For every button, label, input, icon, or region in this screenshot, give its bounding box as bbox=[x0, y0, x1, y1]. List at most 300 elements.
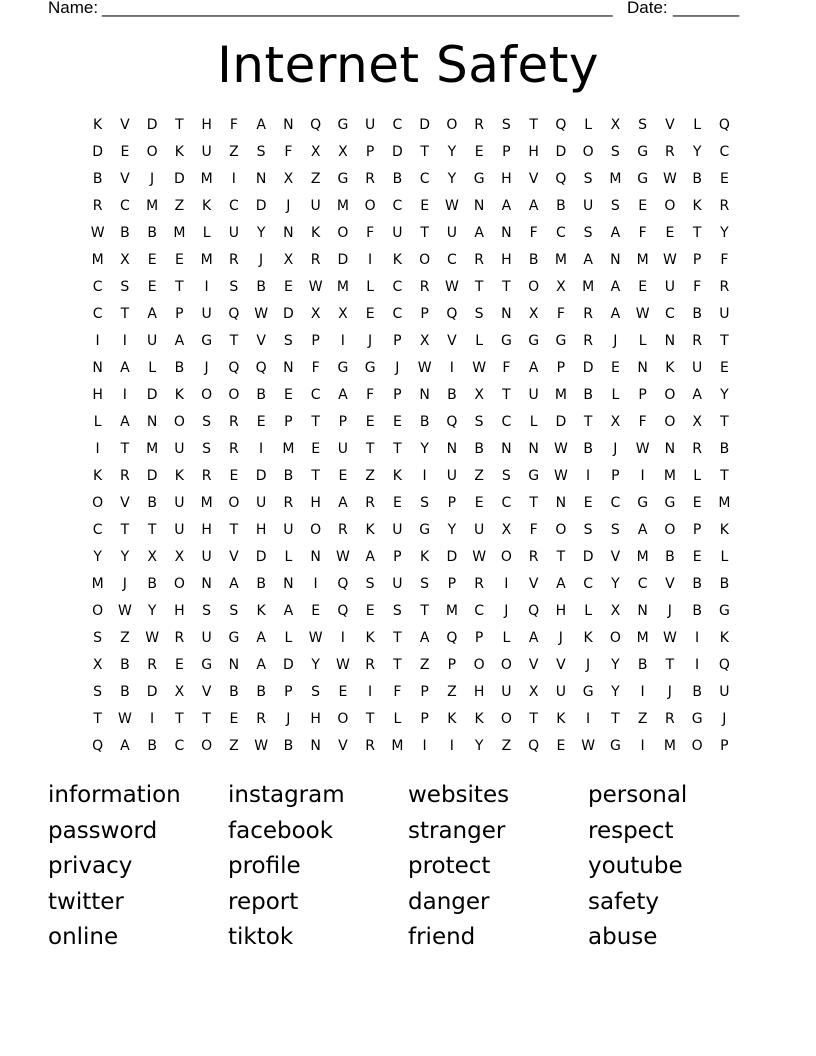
grid-letter: T bbox=[420, 602, 429, 619]
grid-letter: W bbox=[145, 629, 160, 646]
grid-letter: Y bbox=[420, 440, 429, 457]
grid-row bbox=[84, 246, 738, 273]
grid-letter: B bbox=[283, 737, 294, 754]
grid-letter: I bbox=[504, 575, 509, 592]
grid-letter: E bbox=[147, 278, 157, 295]
grid-letter: K bbox=[365, 629, 375, 646]
grid-letter: M bbox=[200, 170, 213, 187]
grid-letter: M bbox=[282, 440, 295, 457]
grid-letter: N bbox=[610, 251, 621, 268]
grid-letter: B bbox=[692, 575, 702, 592]
grid-letter: Z bbox=[501, 737, 512, 754]
word-bank-item: profile bbox=[228, 853, 301, 880]
grid-letter: L bbox=[202, 224, 211, 241]
grid-letter: L bbox=[693, 116, 702, 133]
grid-letter: T bbox=[93, 710, 102, 727]
grid-letter: D bbox=[419, 116, 431, 133]
grid-letter: K bbox=[256, 602, 266, 619]
grid-letter: W bbox=[472, 359, 487, 376]
grid-letter: P bbox=[447, 494, 457, 511]
grid-letter: U bbox=[283, 521, 294, 538]
grid-letter: P bbox=[692, 521, 702, 538]
grid-letter: B bbox=[147, 494, 157, 511]
grid-letter: O bbox=[201, 386, 213, 403]
grid-letter: G bbox=[337, 359, 349, 376]
grid-letter: B bbox=[120, 224, 130, 241]
grid-letter: J bbox=[613, 332, 618, 349]
grid-letter: W bbox=[254, 737, 269, 754]
grid-letter: C bbox=[474, 602, 485, 619]
grid-letter: W bbox=[662, 170, 677, 187]
grid-letter: L bbox=[284, 548, 293, 565]
word-bank-item: privacy bbox=[48, 853, 133, 880]
grid-letter: T bbox=[147, 521, 157, 538]
grid-letter: E bbox=[283, 278, 293, 295]
grid-letter: O bbox=[582, 143, 594, 160]
grid-letter: R bbox=[528, 548, 539, 565]
grid-letter: N bbox=[310, 737, 321, 754]
grid-letter: N bbox=[92, 359, 103, 376]
grid-letter: R bbox=[201, 467, 212, 484]
grid-letter: X bbox=[310, 143, 321, 160]
grid-letter: A bbox=[474, 224, 484, 241]
grid-letter: U bbox=[174, 494, 185, 511]
grid-letter: R bbox=[474, 251, 484, 268]
grid-letter: O bbox=[364, 197, 376, 214]
grid-letter: O bbox=[201, 737, 213, 754]
grid-letter: M bbox=[554, 386, 567, 403]
grid-letter: A bbox=[610, 224, 621, 241]
grid-letter: C bbox=[92, 521, 103, 538]
grid-letter: X bbox=[174, 548, 185, 565]
grid-letter: D bbox=[391, 143, 403, 160]
grid-letter: F bbox=[720, 251, 729, 268]
grid-letter: K bbox=[174, 143, 184, 160]
grid-letter: B bbox=[719, 575, 730, 592]
grid-letter: T bbox=[365, 710, 375, 727]
grid-letter: B bbox=[120, 683, 130, 700]
grid-letter: O bbox=[173, 575, 185, 592]
grid-letter: S bbox=[202, 602, 212, 619]
grid-letter: E bbox=[556, 737, 566, 754]
grid-letter: B bbox=[120, 656, 130, 673]
word-bank-item: friend bbox=[408, 924, 476, 951]
grid-letter: C bbox=[392, 305, 403, 322]
grid-letter: K bbox=[365, 521, 375, 538]
grid-letter: P bbox=[175, 305, 184, 322]
grid-letter: Z bbox=[229, 737, 239, 754]
page-title: Internet Safety bbox=[217, 36, 599, 94]
grid-row bbox=[84, 462, 738, 489]
grid-letter: R bbox=[692, 332, 702, 349]
grid-letter: K bbox=[174, 386, 184, 403]
grid-letter: T bbox=[502, 278, 511, 295]
grid-letter: Q bbox=[718, 116, 730, 133]
grid-letter: D bbox=[282, 305, 294, 322]
grid-letter: A bbox=[419, 629, 430, 646]
grid-letter: X bbox=[501, 521, 512, 538]
grid-letter: D bbox=[582, 359, 594, 376]
grid-letter: I bbox=[586, 467, 591, 484]
grid-letter: O bbox=[92, 602, 104, 619]
grid-letter: P bbox=[420, 683, 429, 700]
grid-row bbox=[84, 597, 738, 624]
grid-letter: Q bbox=[718, 656, 730, 673]
grid-letter: C bbox=[664, 305, 675, 322]
grid-letter: R bbox=[583, 305, 593, 322]
grid-letter: A bbox=[147, 305, 157, 322]
date-label: Date: bbox=[627, 0, 668, 17]
grid-row bbox=[84, 165, 738, 192]
word-bank-item: online bbox=[48, 924, 119, 951]
grid-row bbox=[84, 138, 738, 165]
grid-letter: G bbox=[582, 683, 594, 700]
word-bank bbox=[48, 778, 768, 956]
grid-letter: Q bbox=[255, 359, 267, 376]
grid-letter: A bbox=[283, 602, 294, 619]
grid-letter: U bbox=[719, 305, 730, 322]
grid-letter: Q bbox=[555, 116, 567, 133]
grid-letter: R bbox=[338, 521, 348, 538]
grid-letter: T bbox=[720, 332, 729, 349]
grid-letter: B bbox=[256, 575, 266, 592]
grid-letter: R bbox=[583, 332, 593, 349]
grid-letter: R bbox=[310, 251, 321, 268]
grid-letter: G bbox=[691, 710, 703, 727]
grid-letter: N bbox=[283, 116, 294, 133]
grid-letter: E bbox=[229, 710, 239, 727]
grid-letter: B bbox=[583, 440, 593, 457]
grid-letter: C bbox=[392, 278, 403, 295]
grid-letter: Y bbox=[256, 224, 266, 241]
grid-letter: L bbox=[611, 386, 620, 403]
grid-letter: V bbox=[610, 548, 621, 565]
grid-letter: Y bbox=[611, 575, 620, 592]
grid-letter: W bbox=[254, 305, 269, 322]
grid-letter: P bbox=[720, 737, 729, 754]
grid-letter: E bbox=[338, 683, 348, 700]
grid-letter: J bbox=[150, 170, 155, 187]
grid-letter: X bbox=[419, 332, 430, 349]
grid-letter: D bbox=[146, 116, 158, 133]
grid-letter: N bbox=[255, 170, 267, 187]
grid-letter: G bbox=[201, 332, 213, 349]
grid-letter: F bbox=[529, 224, 538, 241]
grid-letter: N bbox=[419, 386, 430, 403]
grid-letter: E bbox=[365, 413, 375, 430]
grid-letter: U bbox=[256, 494, 267, 511]
grid-letter: T bbox=[175, 710, 184, 727]
grid-letter: P bbox=[447, 575, 457, 592]
grid-letter: O bbox=[92, 494, 104, 511]
grid-letter: O bbox=[500, 548, 512, 565]
grid-letter: C bbox=[310, 386, 321, 403]
grid-letter: M bbox=[391, 737, 404, 754]
grid-letter: I bbox=[640, 467, 645, 484]
grid-letter: H bbox=[201, 521, 212, 538]
grid-letter: I bbox=[204, 278, 209, 295]
grid-letter: I bbox=[95, 332, 100, 349]
grid-letter: T bbox=[229, 332, 239, 349]
grid-letter: C bbox=[392, 116, 403, 133]
word-bank-item: safety bbox=[588, 888, 659, 915]
grid-letter: A bbox=[528, 359, 539, 376]
grid-letter: P bbox=[393, 386, 402, 403]
grid-letter: P bbox=[611, 467, 620, 484]
grid-letter: B bbox=[92, 170, 103, 187]
grid-letter: U bbox=[310, 197, 321, 214]
grid-letter: M bbox=[636, 629, 649, 646]
grid-letter: U bbox=[365, 116, 376, 133]
grid-letter: Z bbox=[120, 629, 130, 646]
grid-letter: X bbox=[338, 143, 348, 160]
grid-letter: Y bbox=[447, 521, 457, 538]
grid-letter: M bbox=[336, 278, 349, 295]
grid-letter: L bbox=[584, 602, 593, 619]
grid-letter: N bbox=[283, 575, 294, 592]
grid-letter: U bbox=[692, 359, 703, 376]
grid-letter: N bbox=[310, 548, 321, 565]
grid-letter: B bbox=[692, 305, 702, 322]
grid-letter: E bbox=[692, 548, 702, 565]
grid-letter: K bbox=[311, 224, 321, 241]
grid-letter: U bbox=[174, 521, 185, 538]
grid-letter: Q bbox=[228, 359, 240, 376]
grid-letter: B bbox=[474, 440, 484, 457]
grid-letter: D bbox=[255, 548, 267, 565]
grid-letter: G bbox=[528, 332, 540, 349]
grid-letter: W bbox=[553, 467, 568, 484]
grid-letter: G bbox=[637, 143, 649, 160]
grid-letter: F bbox=[693, 278, 702, 295]
grid-letter: T bbox=[420, 143, 429, 160]
grid-letter: Q bbox=[92, 737, 104, 754]
grid-letter: M bbox=[146, 197, 159, 214]
grid-letter: K bbox=[93, 116, 103, 133]
grid-letter: N bbox=[637, 602, 648, 619]
grid-letter: K bbox=[719, 521, 729, 538]
grid-letter: I bbox=[340, 629, 345, 646]
grid-letter: X bbox=[338, 305, 348, 322]
grid-row bbox=[84, 219, 738, 246]
grid-letter: Q bbox=[446, 305, 458, 322]
grid-letter: K bbox=[420, 548, 430, 565]
grid-letter: S bbox=[229, 278, 239, 295]
grid-letter: U bbox=[147, 332, 158, 349]
grid-letter: A bbox=[528, 197, 539, 214]
grid-letter: S bbox=[93, 629, 103, 646]
grid-letter: M bbox=[609, 170, 622, 187]
grid-row bbox=[84, 111, 738, 138]
grid-letter: E bbox=[365, 602, 375, 619]
grid-letter: T bbox=[556, 548, 566, 565]
grid-letter: C bbox=[174, 737, 185, 754]
grid-letter: E bbox=[474, 494, 484, 511]
grid-letter: N bbox=[473, 197, 485, 214]
grid-letter: O bbox=[446, 116, 458, 133]
grid-letter: B bbox=[692, 170, 702, 187]
grid-letter: A bbox=[556, 575, 566, 592]
grid-letter: J bbox=[204, 359, 209, 376]
grid-letter: D bbox=[146, 683, 158, 700]
grid-letter: N bbox=[664, 332, 676, 349]
grid-letter: I bbox=[259, 440, 264, 457]
grid-letter: U bbox=[528, 386, 539, 403]
grid-letter: P bbox=[420, 710, 429, 727]
grid-letter: A bbox=[229, 575, 239, 592]
grid-letter: N bbox=[555, 494, 567, 511]
word-bank-item: websites bbox=[408, 782, 510, 808]
grid-letter: T bbox=[474, 278, 484, 295]
grid-letter: E bbox=[474, 143, 484, 160]
grid-letter: L bbox=[475, 332, 484, 349]
grid-letter: O bbox=[664, 413, 676, 430]
grid-letter: I bbox=[640, 737, 645, 754]
grid-letter: V bbox=[120, 494, 130, 511]
grid-letter: U bbox=[474, 521, 485, 538]
grid-letter: V bbox=[229, 548, 239, 565]
grid-letter: S bbox=[610, 521, 620, 538]
grid-letter: P bbox=[638, 386, 647, 403]
grid-letter: T bbox=[692, 224, 702, 241]
grid-letter: S bbox=[474, 413, 484, 430]
grid-letter: V bbox=[528, 656, 539, 673]
grid-letter: E bbox=[692, 494, 702, 511]
worksheet-header bbox=[48, 0, 748, 20]
grid-letter: O bbox=[473, 656, 485, 673]
grid-letter: K bbox=[93, 467, 103, 484]
grid-letter: X bbox=[528, 305, 539, 322]
grid-letter: S bbox=[202, 440, 212, 457]
word-bank-item: abuse bbox=[588, 924, 658, 951]
grid-letter: X bbox=[610, 602, 621, 619]
grid-letter: V bbox=[120, 170, 130, 187]
grid-letter: W bbox=[635, 440, 650, 457]
grid-letter: U bbox=[228, 224, 239, 241]
grid-letter: Z bbox=[174, 197, 185, 214]
grid-letter: P bbox=[393, 332, 402, 349]
grid-letter: C bbox=[501, 413, 512, 430]
grid-letter: R bbox=[692, 440, 702, 457]
grid-letter: W bbox=[472, 548, 487, 565]
grid-letter: W bbox=[90, 224, 105, 241]
grid-letter: O bbox=[691, 737, 703, 754]
grid-letter: L bbox=[638, 332, 647, 349]
grid-letter: C bbox=[719, 143, 730, 160]
grid-letter: R bbox=[256, 710, 266, 727]
grid-letter: O bbox=[664, 197, 676, 214]
grid-letter: L bbox=[284, 629, 293, 646]
grid-letter: H bbox=[501, 170, 512, 187]
grid-letter: T bbox=[393, 440, 402, 457]
grid-letter: W bbox=[444, 197, 459, 214]
grid-letter: U bbox=[337, 440, 348, 457]
grid-row bbox=[84, 732, 738, 759]
grid-letter: M bbox=[91, 251, 104, 268]
grid-letter: K bbox=[583, 629, 593, 646]
grid-letter: G bbox=[473, 170, 485, 187]
grid-letter: J bbox=[286, 710, 291, 727]
grid-letter: N bbox=[501, 305, 512, 322]
grid-row bbox=[84, 678, 738, 705]
grid-letter: A bbox=[338, 494, 348, 511]
grid-letter: G bbox=[528, 467, 540, 484]
grid-letter: M bbox=[582, 278, 595, 295]
grid-letter: L bbox=[584, 116, 593, 133]
grid-letter: D bbox=[555, 143, 567, 160]
grid-letter: I bbox=[449, 359, 454, 376]
grid-letter: G bbox=[500, 332, 512, 349]
grid-letter: X bbox=[283, 251, 294, 268]
grid-letter: P bbox=[420, 305, 429, 322]
grid-letter: H bbox=[528, 143, 539, 160]
grid-letter: W bbox=[308, 629, 323, 646]
grid-letter: T bbox=[120, 521, 130, 538]
grid-letter: H bbox=[310, 710, 321, 727]
grid-letter: Y bbox=[611, 683, 620, 700]
grid-letter: A bbox=[256, 629, 266, 646]
grid-letter: A bbox=[338, 386, 348, 403]
grid-letter: R bbox=[365, 737, 375, 754]
grid-letter: M bbox=[554, 251, 567, 268]
grid-letter: R bbox=[229, 440, 239, 457]
grid-letter: S bbox=[610, 143, 620, 160]
grid-letter: W bbox=[662, 251, 677, 268]
grid-letter: L bbox=[93, 413, 102, 430]
grid-letter: J bbox=[722, 710, 727, 727]
grid-letter: A bbox=[610, 305, 621, 322]
word-bank-item: respect bbox=[588, 817, 674, 844]
grid-letter: I bbox=[695, 629, 700, 646]
grid-letter: V bbox=[556, 656, 566, 673]
grid-letter: X bbox=[692, 413, 702, 430]
grid-letter: F bbox=[556, 305, 565, 322]
grid-letter: R bbox=[147, 656, 157, 673]
grid-letter: O bbox=[337, 710, 349, 727]
grid-letter: G bbox=[364, 359, 376, 376]
grid-letter: F bbox=[638, 224, 647, 241]
grid-letter: P bbox=[447, 656, 457, 673]
grid-letter: O bbox=[500, 656, 512, 673]
grid-letter: V bbox=[201, 683, 212, 700]
grid-letter: F bbox=[502, 359, 511, 376]
grid-letter: D bbox=[446, 548, 458, 565]
grid-letter: I bbox=[640, 683, 645, 700]
grid-letter: P bbox=[311, 332, 320, 349]
grid-letter: Q bbox=[337, 575, 349, 592]
grid-letter: K bbox=[174, 467, 184, 484]
grid-letter: W bbox=[308, 278, 323, 295]
grid-letter: R bbox=[419, 278, 430, 295]
grid-letter: U bbox=[446, 467, 457, 484]
grid-letter: U bbox=[201, 548, 212, 565]
grid-letter: R bbox=[365, 170, 375, 187]
grid-letter: Y bbox=[720, 386, 729, 403]
grid-letter: A bbox=[637, 521, 648, 538]
grid-letter: R bbox=[283, 494, 294, 511]
grid-letter: G bbox=[555, 332, 567, 349]
grid-letter: X bbox=[147, 548, 157, 565]
grid-letter: X bbox=[556, 278, 566, 295]
word-bank-item: facebook bbox=[228, 817, 334, 844]
word-bank-item: danger bbox=[408, 888, 490, 915]
word-bank-item: report bbox=[228, 888, 299, 915]
grid-letter: D bbox=[555, 413, 567, 430]
date-blank-line: _______ bbox=[673, 0, 740, 17]
grid-letter: W bbox=[635, 305, 650, 322]
grid-letter: G bbox=[337, 116, 349, 133]
grid-letter: B bbox=[692, 602, 702, 619]
